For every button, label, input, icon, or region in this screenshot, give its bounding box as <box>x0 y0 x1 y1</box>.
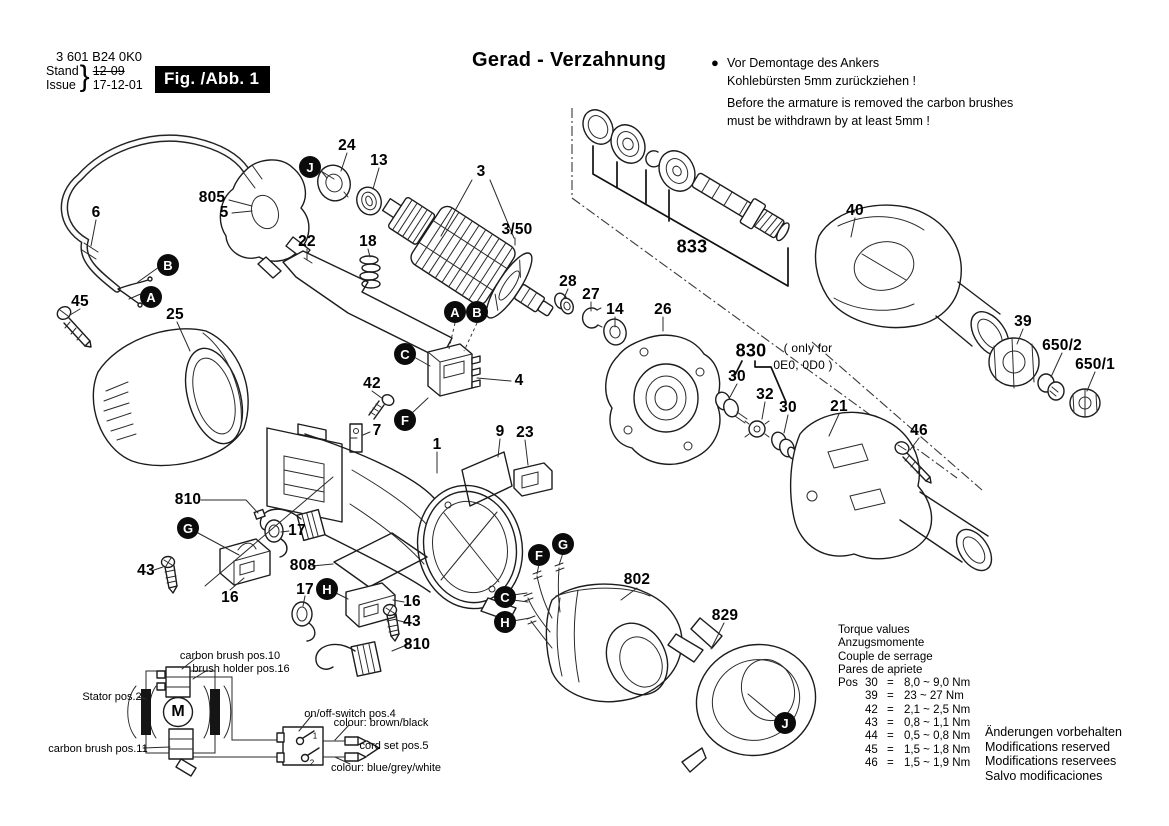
part-label: 6 <box>91 204 101 221</box>
callout-c: C <box>394 343 416 365</box>
torque-title: Torque values <box>838 624 910 636</box>
part-label: 23 <box>516 424 534 441</box>
warning-en-line2: must be withdrawn by at least 5mm ! <box>727 113 930 128</box>
callout-g: G <box>552 533 574 555</box>
part-label: 650/2 <box>1042 337 1082 354</box>
part-label: 18 <box>359 233 377 250</box>
schematic-label: colour: brown/black <box>333 717 429 729</box>
bearing-13 <box>353 184 385 219</box>
modifications-line: Modifications reservees <box>985 754 1117 769</box>
part-label: 45 <box>71 293 89 310</box>
part-label: 802 <box>623 571 651 588</box>
schematic-label: on/off-switch pos.4 <box>304 708 396 720</box>
callout-a: A <box>140 286 162 308</box>
modifications-line: Modifications reserved <box>985 739 1111 754</box>
motor-cap-25 <box>93 329 252 466</box>
part-label: 16 <box>221 589 239 606</box>
part-label: 5 <box>219 204 229 221</box>
modifications-line: Änderungen vorbehalten <box>985 725 1122 739</box>
carbon-brush-warning <box>727 55 1013 130</box>
part-label: 17 <box>288 522 306 539</box>
schematic-label: 1 <box>312 731 318 741</box>
part-label: 805 <box>198 189 226 206</box>
part-label: 32 <box>756 386 774 403</box>
part-label: 810 <box>403 636 431 653</box>
part-label: 833 <box>676 236 708 257</box>
schematic-label: colour: blue/grey/white <box>330 762 442 774</box>
brace-glyph: } <box>79 60 90 93</box>
callout-h: H <box>494 611 516 633</box>
callout-j: J <box>774 712 796 734</box>
bullet-icon: ● <box>711 55 719 70</box>
callout-a: A <box>444 301 466 323</box>
issue-date: 17-12-01 <box>92 78 143 92</box>
warning-de-line1: Vor Demontage des Ankers <box>727 56 880 70</box>
callout-b: B <box>157 254 179 276</box>
part-label: 22 <box>298 233 316 250</box>
part-label: ( only for <box>783 341 833 355</box>
issue-label: Issue <box>46 78 76 92</box>
part-label: 28 <box>559 273 577 290</box>
torque-row: 42 = 2,1 ~ 2,5 Nm <box>865 703 971 716</box>
schematic-label: Stator pos.2 <box>82 691 142 703</box>
part-label: 24 <box>338 137 356 154</box>
part-label: 650/1 <box>1075 356 1115 373</box>
spindle-assembly-833 <box>577 105 793 286</box>
stator-802 <box>524 563 682 705</box>
power-cord <box>64 138 246 307</box>
torque-row: 45 = 1,5 ~ 1,8 Nm <box>865 743 971 756</box>
document-number: 3 601 B24 0K0 <box>56 49 143 64</box>
superseded-date: 12-09 <box>92 64 125 78</box>
part-label: 9 <box>495 423 505 440</box>
part-label: 40 <box>846 202 864 219</box>
part-label: 39 <box>1014 313 1032 330</box>
torque-row: 46 = 1,5 ~ 1,9 Nm <box>865 756 971 769</box>
callout-c: C <box>494 586 516 608</box>
schematic-label: cord set pos.5 <box>359 740 429 752</box>
part-label: 3 <box>476 163 486 180</box>
schematic-label: brush holder pos.16 <box>192 663 290 675</box>
part-label: 30 <box>728 368 746 385</box>
nut-650-1 <box>1070 389 1100 417</box>
part-label: 808 <box>289 557 317 574</box>
schematic-label: 2 <box>309 758 315 768</box>
part-label: 26 <box>654 301 672 318</box>
schematic-label: M <box>171 703 185 720</box>
part-label: 829 <box>711 607 739 624</box>
part-label: 17 <box>296 581 314 598</box>
torque-title: Anzugsmomente <box>838 637 925 650</box>
screw-42 <box>369 393 396 419</box>
part-label: 21 <box>830 398 848 415</box>
torque-row: 39 = 23 ~ 27 Nm <box>865 690 964 703</box>
part-label: 4 <box>514 372 524 389</box>
part-label: 27 <box>582 286 600 303</box>
warning-de-line2: Kohlebürsten 5mm zurückziehen ! <box>727 73 916 88</box>
callout-f: F <box>394 409 416 431</box>
part-label: 13 <box>370 152 388 169</box>
modifications-note <box>985 725 1122 783</box>
revision-block <box>46 60 143 93</box>
part-label: 1 <box>432 436 442 453</box>
page-title: Gerad - Verzahnung <box>472 49 667 71</box>
torque-row: Pos 30 = 8,0 ~ 9,0 Nm <box>838 677 971 690</box>
gear-flange-26 <box>606 335 720 464</box>
handle-21 <box>791 412 999 577</box>
schematic-label: carbon brush pos.11 <box>48 743 148 755</box>
torque-row: 43 = 0,8 ~ 1,1 Nm <box>865 717 971 730</box>
torque-table <box>838 624 970 770</box>
callout-g: G <box>177 517 199 539</box>
part-label: 30 <box>779 399 797 416</box>
part-label: 810 <box>174 491 202 508</box>
callout-f: F <box>528 544 550 566</box>
part-label: 7 <box>372 422 382 439</box>
part-label: 43 <box>403 613 421 630</box>
part-label: 25 <box>166 306 184 323</box>
stand-label: Stand <box>46 64 79 78</box>
torque-row: 44 = 0,5 ~ 0,8 Nm <box>865 730 971 743</box>
callout-j: J <box>299 156 321 178</box>
torque-title: Pares de apriete <box>838 663 923 676</box>
modifications-line: Salvo modificaciones <box>985 768 1103 783</box>
part-label: 42 <box>363 375 381 392</box>
callout-b: B <box>466 301 488 323</box>
part-label: 43 <box>137 562 155 579</box>
torque-title: Couple de serrage <box>838 650 933 663</box>
handle-40 <box>816 205 1017 363</box>
flange-nut-39 <box>989 338 1039 388</box>
schematic-label: carbon brush pos.10 <box>179 650 281 662</box>
part-label: 16 <box>403 593 421 610</box>
spindle-lock-23 <box>514 463 552 496</box>
part-label: 14 <box>606 301 624 318</box>
figure-number-badge: Fig. /Abb. 1 <box>155 66 270 93</box>
callout-h: H <box>316 578 338 600</box>
part-label: 830 <box>735 340 767 361</box>
spacer-650-2 <box>1038 374 1064 400</box>
part-label: 0E0, 0D0 ) <box>773 358 833 372</box>
part-label: 3/50 <box>501 221 533 238</box>
warning-en-line1: Before the armature is removed the carbon brushes <box>727 96 1014 110</box>
part-label: 46 <box>910 422 928 439</box>
clip-7 <box>350 424 362 452</box>
